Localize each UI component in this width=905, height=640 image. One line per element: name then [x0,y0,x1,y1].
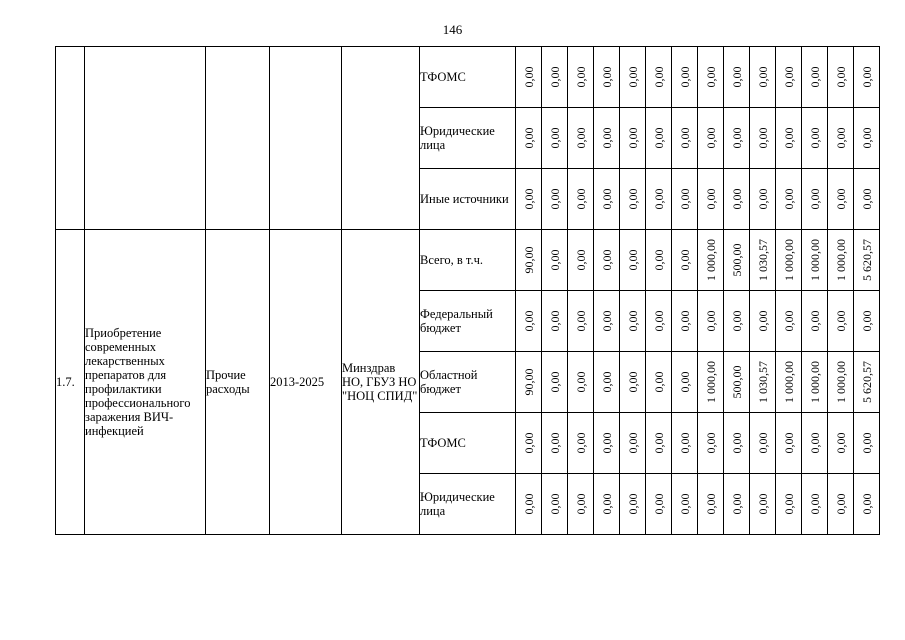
value-text: 0,00 [677,493,692,515]
funding-source-cell: Областной бюджет [420,352,516,413]
value-cell [672,108,698,169]
value-cell [542,47,568,108]
value-cell [568,352,594,413]
value-text: 0,00 [625,371,640,393]
value-cell [802,352,828,413]
value-text: 500,00 [729,243,744,277]
value-cell [568,474,594,535]
value-cell [620,108,646,169]
value-text: 0,00 [547,371,562,393]
value-text: 0,00 [677,66,692,88]
value-text: 0,00 [547,432,562,454]
value-cell [568,47,594,108]
value-cell [672,352,698,413]
value-cell [516,474,542,535]
value-cell [828,291,854,352]
value-cell [750,108,776,169]
value-text: 1 030,57 [755,239,770,281]
value-text: 1 000,00 [807,361,822,403]
value-text: 0,00 [703,188,718,210]
value-cell [568,291,594,352]
value-text: 1 000,00 [833,239,848,281]
value-cell [802,108,828,169]
value-text: 0,00 [547,66,562,88]
value-text: 0,00 [781,127,796,149]
value-text: 0,00 [859,188,874,210]
value-text: 0,00 [625,310,640,332]
value-text: 0,00 [677,188,692,210]
value-cell [542,230,568,291]
value-cell [620,413,646,474]
value-text: 0,00 [833,127,848,149]
value-text: 0,00 [781,310,796,332]
implementation-period: 2013-2025 [270,230,342,535]
value-cell [516,291,542,352]
value-text: 0,00 [599,432,614,454]
value-cell [542,413,568,474]
value-cell [854,230,880,291]
value-cell [568,230,594,291]
value-text: 0,00 [521,432,536,454]
value-text: 0,00 [677,371,692,393]
value-cell [594,413,620,474]
value-cell [802,230,828,291]
value-text: 0,00 [833,188,848,210]
value-cell [802,291,828,352]
value-cell [828,108,854,169]
value-text: 0,00 [573,66,588,88]
value-cell [776,230,802,291]
value-text: 0,00 [573,188,588,210]
value-cell [620,352,646,413]
value-cell [854,474,880,535]
value-cell [672,169,698,230]
value-cell [776,352,802,413]
value-cell [542,108,568,169]
value-cell [542,474,568,535]
value-cell [594,108,620,169]
value-cell [724,169,750,230]
value-text: 0,00 [729,432,744,454]
value-text: 0,00 [599,188,614,210]
value-cell [672,230,698,291]
value-cell [672,291,698,352]
value-text: 0,00 [547,493,562,515]
funding-source-cell: Юридические лица [420,108,516,169]
value-cell [724,474,750,535]
value-cell [724,230,750,291]
expense-type: Прочие расходы [206,230,270,535]
value-text: 0,00 [677,127,692,149]
value-text: 0,00 [807,66,822,88]
value-cell [698,352,724,413]
value-cell [516,230,542,291]
value-cell [620,169,646,230]
value-cell [802,169,828,230]
value-cell [828,230,854,291]
value-cell [724,108,750,169]
value-cell [776,108,802,169]
value-text: 0,00 [599,310,614,332]
value-text: 0,00 [599,127,614,149]
value-text: 0,00 [781,432,796,454]
value-text: 0,00 [599,66,614,88]
value-text: 0,00 [755,66,770,88]
value-cell [568,169,594,230]
value-text: 90,00 [521,368,536,396]
value-text: 0,00 [859,310,874,332]
value-cell [724,47,750,108]
value-cell [724,352,750,413]
value-text: 0,00 [521,310,536,332]
value-cell [750,47,776,108]
table-row [56,230,880,291]
value-text: 0,00 [651,127,666,149]
value-cell [672,47,698,108]
value-text: 0,00 [677,310,692,332]
funding-source-cell: Иные источники [420,169,516,230]
value-cell [776,291,802,352]
value-text: 0,00 [599,493,614,515]
value-text: 1 000,00 [781,361,796,403]
value-cell [542,169,568,230]
value-cell [698,291,724,352]
empty-merged-cell [206,47,270,230]
value-text: 0,00 [833,432,848,454]
value-text: 0,00 [573,249,588,271]
value-cell [750,352,776,413]
value-text: 0,00 [599,371,614,393]
value-cell [594,47,620,108]
value-text: 500,00 [729,365,744,399]
value-text: 0,00 [781,66,796,88]
value-cell [646,352,672,413]
value-text: 1 000,00 [833,361,848,403]
value-cell [828,352,854,413]
value-text: 0,00 [833,66,848,88]
value-text: 0,00 [859,66,874,88]
value-text: 0,00 [651,493,666,515]
value-text: 0,00 [755,188,770,210]
value-text: 5 620,57 [859,239,874,281]
value-cell [646,47,672,108]
funding-source-cell: ТФОМС [420,413,516,474]
value-cell [594,230,620,291]
table-row [56,47,880,108]
value-text: 0,00 [833,310,848,332]
value-cell [750,474,776,535]
funding-source-cell: Федеральный бюджет [420,291,516,352]
value-cell [620,47,646,108]
value-text: 0,00 [573,493,588,515]
value-text: 0,00 [833,493,848,515]
value-cell [568,108,594,169]
value-text: 90,00 [521,246,536,274]
value-cell [620,291,646,352]
value-cell [802,474,828,535]
value-text: 0,00 [807,127,822,149]
value-text: 0,00 [703,432,718,454]
value-text: 1 000,00 [703,361,718,403]
value-text: 0,00 [573,432,588,454]
value-cell [750,291,776,352]
empty-merged-cell [56,47,85,230]
value-cell [776,474,802,535]
value-text: 1 030,57 [755,361,770,403]
value-cell [516,352,542,413]
budget-table [55,46,880,535]
value-cell [854,169,880,230]
value-cell [646,230,672,291]
value-cell [828,474,854,535]
value-text: 0,00 [703,66,718,88]
value-cell [516,413,542,474]
funding-source-cell: Юридические лица [420,474,516,535]
value-cell [776,47,802,108]
value-text: 0,00 [521,66,536,88]
value-text: 0,00 [651,371,666,393]
value-cell [672,474,698,535]
page-number: 146 [442,22,463,37]
value-text: 0,00 [729,493,744,515]
value-cell [646,169,672,230]
value-text: 5 620,57 [859,361,874,403]
value-cell [750,413,776,474]
value-text: 0,00 [807,432,822,454]
value-cell [516,108,542,169]
table-body [56,47,880,535]
empty-merged-cell [270,47,342,230]
value-cell [750,169,776,230]
value-text: 0,00 [807,188,822,210]
value-text: 0,00 [573,310,588,332]
value-text: 0,00 [625,249,640,271]
value-cell [698,474,724,535]
value-text: 0,00 [755,127,770,149]
executor: Минздрав НО, ГБУЗ НО "НОЦ СПИД" [342,230,420,535]
value-cell [698,169,724,230]
value-text: 0,00 [651,66,666,88]
value-text: 0,00 [859,432,874,454]
value-cell [620,474,646,535]
value-text: 0,00 [651,310,666,332]
item-name: Приобретение современных лекарственных препаратов для профилактики профессионального заражения ВИЧ-инфекцией [85,230,206,535]
value-text: 0,00 [573,127,588,149]
value-cell [828,47,854,108]
value-text: 0,00 [547,127,562,149]
value-cell [776,413,802,474]
value-text: 0,00 [859,493,874,515]
value-text: 0,00 [625,127,640,149]
value-cell [594,291,620,352]
value-text: 0,00 [677,432,692,454]
value-text: 0,00 [729,310,744,332]
value-cell [750,230,776,291]
funding-source-cell: Всего, в т.ч. [420,230,516,291]
value-text: 0,00 [755,432,770,454]
value-text: 0,00 [625,493,640,515]
value-cell [698,47,724,108]
value-cell [854,352,880,413]
value-cell [854,291,880,352]
value-cell [672,413,698,474]
value-cell [646,413,672,474]
value-text: 0,00 [521,127,536,149]
value-cell [854,108,880,169]
value-text: 0,00 [703,310,718,332]
value-text: 0,00 [651,249,666,271]
value-text: 0,00 [729,66,744,88]
item-number: 1.7. [56,230,85,535]
value-cell [620,230,646,291]
value-cell [802,47,828,108]
value-cell [646,291,672,352]
value-text: 1 000,00 [781,239,796,281]
value-text: 0,00 [651,188,666,210]
value-cell [542,291,568,352]
value-text: 0,00 [729,188,744,210]
value-cell [646,474,672,535]
value-text: 0,00 [807,493,822,515]
value-text: 0,00 [625,66,640,88]
value-text: 0,00 [703,493,718,515]
value-cell [542,352,568,413]
value-cell [698,413,724,474]
value-text: 0,00 [547,188,562,210]
value-cell [698,230,724,291]
value-cell [594,352,620,413]
funding-source-cell: ТФОМС [420,47,516,108]
value-text: 0,00 [625,188,640,210]
value-text: 0,00 [703,127,718,149]
value-text: 0,00 [651,432,666,454]
value-text: 0,00 [625,432,640,454]
value-cell [724,291,750,352]
value-cell [646,108,672,169]
value-cell [594,169,620,230]
value-cell [724,413,750,474]
empty-merged-cell [85,47,206,230]
value-text: 0,00 [599,249,614,271]
value-text: 0,00 [755,493,770,515]
value-text: 0,00 [781,493,796,515]
value-text: 0,00 [807,310,822,332]
value-text: 1 000,00 [807,239,822,281]
value-cell [854,413,880,474]
value-cell [516,169,542,230]
value-text: 0,00 [547,310,562,332]
empty-merged-cell [342,47,420,230]
value-cell [698,108,724,169]
value-text: 0,00 [781,188,796,210]
value-text: 0,00 [573,371,588,393]
value-text: 0,00 [521,493,536,515]
value-text: 0,00 [755,310,770,332]
value-text: 0,00 [547,249,562,271]
value-cell [594,474,620,535]
value-cell [568,413,594,474]
value-cell [828,413,854,474]
value-text: 1 000,00 [703,239,718,281]
value-text: 0,00 [521,188,536,210]
value-cell [828,169,854,230]
value-cell [776,169,802,230]
value-cell [516,47,542,108]
value-cell [854,47,880,108]
value-cell [802,413,828,474]
value-text: 0,00 [859,127,874,149]
value-text: 0,00 [677,249,692,271]
value-text: 0,00 [729,127,744,149]
